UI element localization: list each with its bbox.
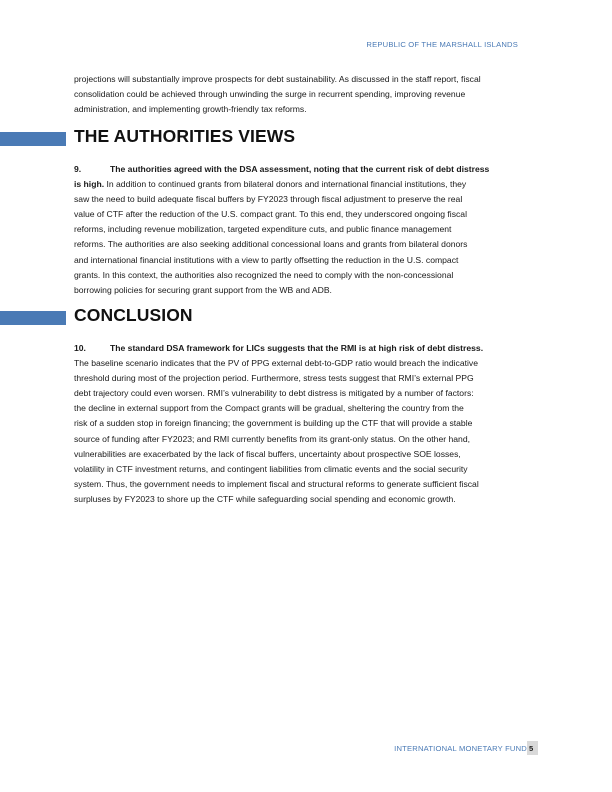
paragraph-9 xyxy=(74,162,540,298)
paragraph-line: reforms, including revenue mobilization, targeted expenditure cuts, and public finance management xyxy=(74,224,452,235)
paragraph-line: surpluses by FY2023 to shore up the CTF while safeguarding social spending and economic growth. xyxy=(74,493,456,504)
paragraph-line: threshold during most of the projection period. Furthermore, stress tests suggest that RMI’s external PPG xyxy=(74,373,474,384)
section-title: CONCLUSION xyxy=(74,305,193,325)
paragraph-line: vulnerabilities are exacerbated by the lack of fiscal buffers, uncertainty about prospective SOE losses, xyxy=(74,448,461,459)
paragraph-number: 10. xyxy=(74,343,86,353)
paragraph-line: the decline in external support from the Compact grants will be gradual, sheltering the country from the xyxy=(74,403,464,414)
paragraph-line: The baseline scenario indicates that the PV of PPG external debt-to-GDP ratio would breach the indicative xyxy=(74,358,478,369)
paragraph-number: 9. xyxy=(74,164,82,174)
paragraph-line: grants. In this context, the authorities also recognized the need to comply with the non-concessional xyxy=(74,269,454,280)
paragraph-text: In addition to continued grants from bilateral donors and international financial institutions, they xyxy=(104,179,467,190)
paragraph-lead-continued: is high. xyxy=(74,179,105,190)
section-accent-bar xyxy=(0,311,66,325)
paragraph-line xyxy=(74,177,540,192)
intro-line: projections will substantially improve prospects for debt sustainability. As discussed in the staff report, fiscal xyxy=(74,74,481,84)
paragraph-lead: The standard DSA framework for LICs suggests that the RMI is at high risk of debt distress. xyxy=(110,343,484,353)
paragraph-line: volatility in CTF investment returns, and contingent liabilities from climatic events and the social security xyxy=(74,463,468,474)
paragraph-line: saw the need to build adequate fiscal buffers by FY2023 through fiscal adjustment to preserve the real xyxy=(74,194,463,205)
section-heading-authorities-views xyxy=(0,126,560,150)
section-accent-bar xyxy=(0,132,66,146)
paragraph-line: and international financial institutions with a view to partly offsetting the reduction in the U.S. compact xyxy=(74,254,459,265)
intro-line: administration, and implementing growth-friendly tax reforms. xyxy=(74,104,307,115)
section-heading-conclusion xyxy=(0,305,560,329)
paragraph-line: reforms. The authorities are also seeking additional concessional loans and grants from bilateral donors xyxy=(74,239,468,250)
paragraph-lead-line xyxy=(74,162,540,177)
paragraph-line: value of CTF after the reduction of the U.S. compact grant. To this end, they underscored ongoing fiscal xyxy=(74,209,467,220)
running-header: REPUBLIC OF THE MARSHALL ISLANDS xyxy=(366,40,518,49)
paragraph-line: debt trajectory could even worsen. RMI’s vulnerability to debt distress is mitigated by a number of factors: xyxy=(74,388,474,399)
paragraph-line: borrowing policies for securing grant support from the WB and ADB. xyxy=(74,284,332,295)
paragraph-lead-line xyxy=(74,341,540,356)
section-title: THE AUTHORITIES VIEWS xyxy=(74,126,296,146)
paragraph-lead: The authorities agreed with the DSA assessment, noting that the current risk of debt distress xyxy=(110,164,490,174)
footer-organization: INTERNATIONAL MONETARY FUND xyxy=(394,744,527,753)
intro-line: consolidation could be achieved through unwinding the surge in recurrent spending, improving revenue xyxy=(74,89,466,100)
paragraph-10 xyxy=(74,341,540,507)
page-number: 5 xyxy=(529,744,534,753)
paragraph-line: risk of a sudden stop in foreign financing; the government is building up the CTF that will provide a stable xyxy=(74,418,473,429)
paragraph-line: system. Thus, the government needs to implement fiscal and structural reforms to generate sufficient fiscal xyxy=(74,478,479,489)
intro-paragraph xyxy=(74,72,540,117)
paragraph-line: source of funding after FY2023; and RMI currently benefits from its grant-only status. On the other hand, xyxy=(74,433,470,444)
